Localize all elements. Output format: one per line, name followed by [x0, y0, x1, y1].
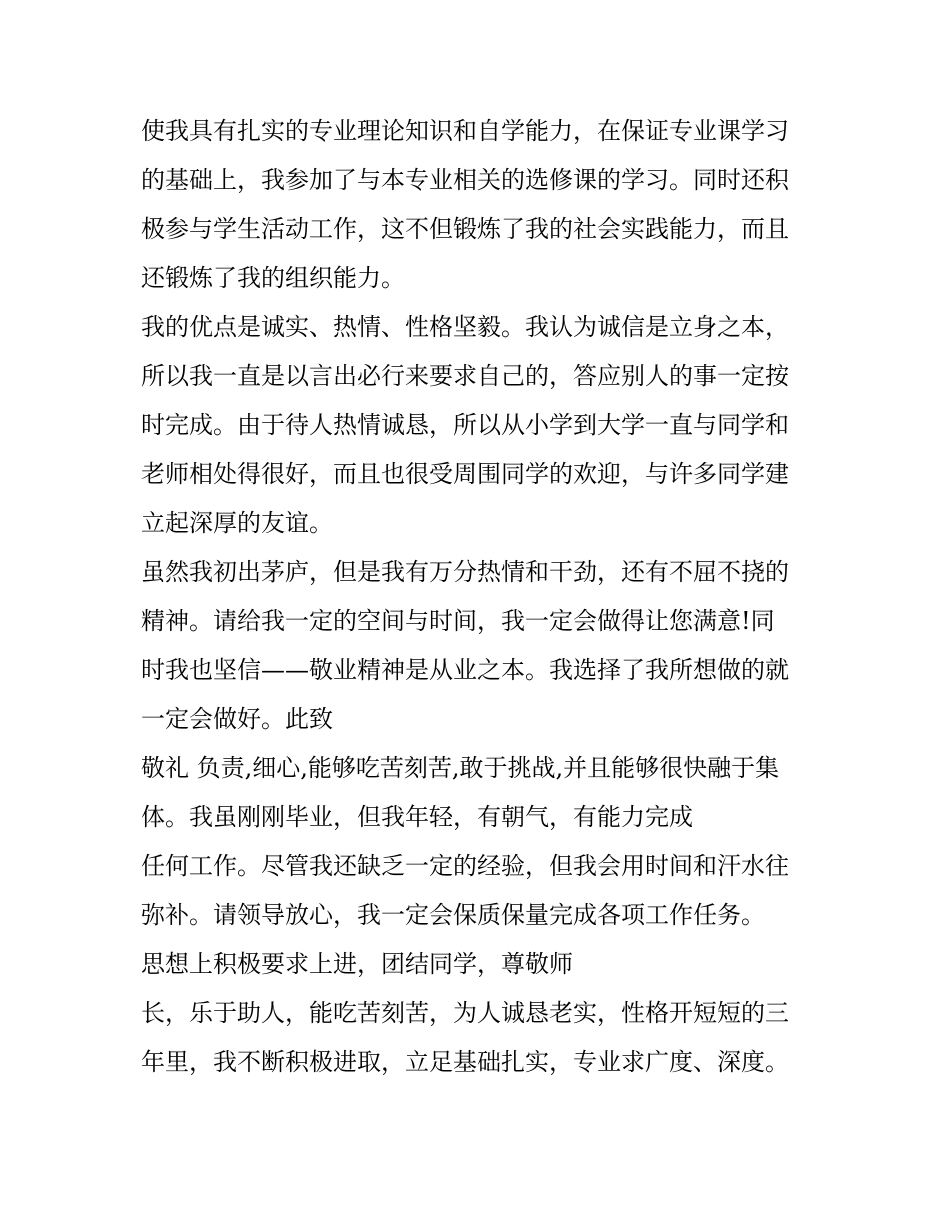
text-line-7: 时完成。由于待人热情诚恳，所以从小学到大学一直与同学和 — [141, 411, 789, 439]
text-line-8: 老师相处得很好，而且也很受周围同学的欢迎，与许多同学建 — [141, 460, 789, 488]
text-line-4: 还锻炼了我的组织能力。 — [141, 264, 405, 292]
text-line-12: 时我也坚信——敬业精神是从业之本。我选择了我所想做的就 — [141, 656, 789, 684]
text-line-6: 所以我一直是以言出必行来要求自己的，答应别人的事一定按 — [141, 362, 789, 390]
text-line-5: 我的优点是诚实、热情、性格坚毅。我认为诚信是立身之本， — [141, 313, 789, 341]
text-line-14: 敬礼 负责,细心,能够吃苦刻苦,敢于挑战,并且能够很快融于集 — [141, 754, 780, 782]
text-line-13: 一定会做好。此致 — [141, 705, 333, 733]
text-line-17: 弥补。请领导放心，我一定会保质保量完成各项工作任务。 — [141, 901, 765, 929]
text-line-3: 极参与学生活动工作，这不但锻炼了我的社会实践能力，而且 — [141, 215, 789, 243]
text-line-9: 立起深厚的友谊。 — [141, 509, 333, 537]
text-line-10: 虽然我初出茅庐，但是我有万分热情和干劲，还有不屈不挠的 — [141, 558, 789, 586]
text-line-15: 体。我虽刚刚毕业，但我年轻，有朝气，有能力完成 — [141, 803, 693, 831]
text-line-19: 长，乐于助人，能吃苦刻苦，为人诚恳老实，性格开短短的三 — [141, 999, 789, 1027]
text-line-2: 的基础上，我参加了与本专业相关的选修课的学习。同时还积 — [141, 166, 789, 194]
text-line-16: 任何工作。尽管我还缺乏一定的经验，但我会用时间和汗水往 — [141, 852, 789, 880]
text-line-1: 使我具有扎实的专业理论知识和自学能力，在保证专业课学习 — [141, 117, 789, 145]
text-line-20: 年里，我不断积极进取，立足基础扎实，专业求广度、深度。 — [141, 1048, 789, 1076]
text-line-18: 思想上积极要求上进，团结同学，尊敬师 — [141, 950, 573, 978]
document-body — [141, 107, 821, 1087]
text-line-11: 精神。请给我一定的空间与时间，我一定会做得让您满意!同 — [141, 607, 775, 635]
